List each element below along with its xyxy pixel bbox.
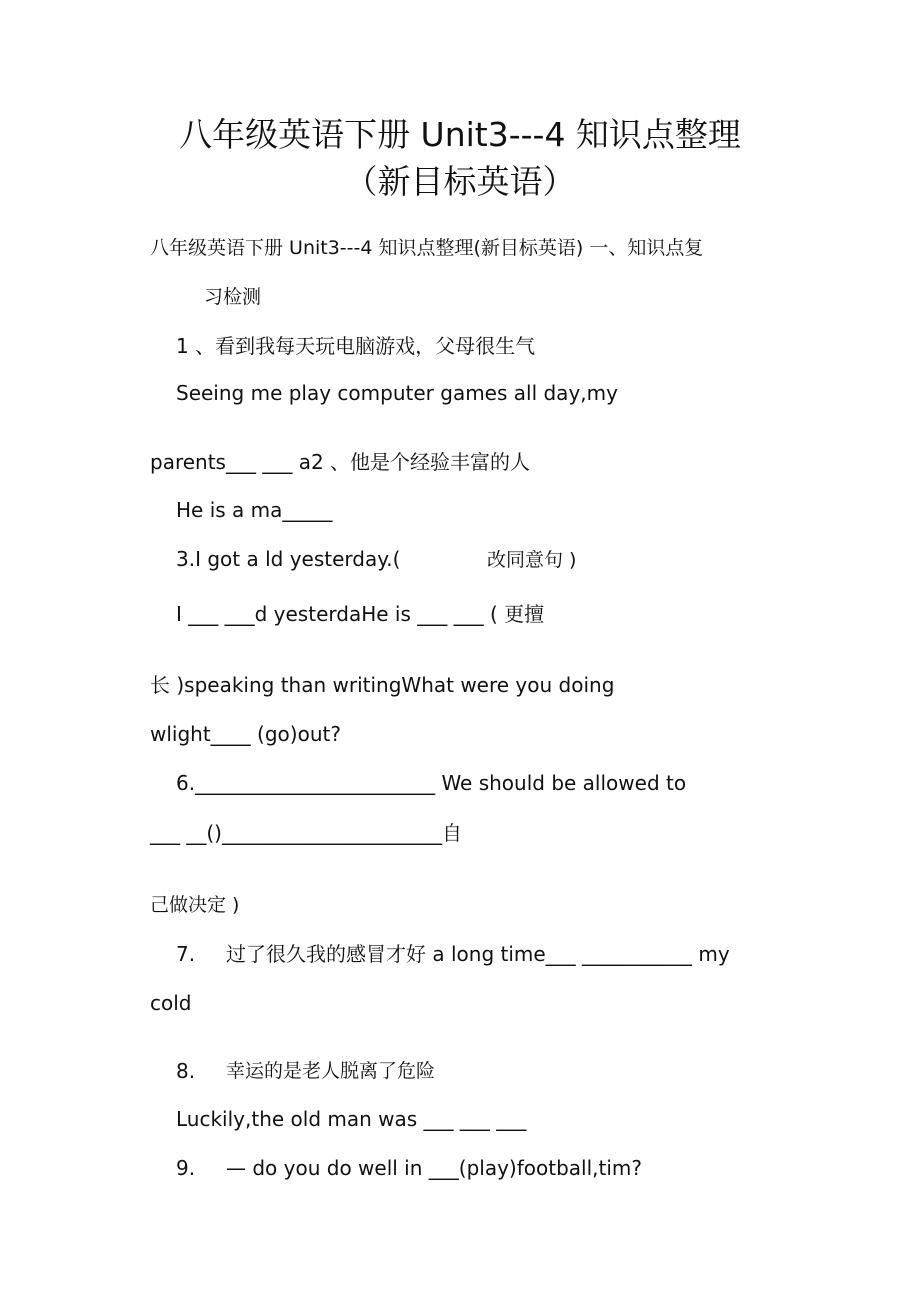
intro-line-cont: 习检测: [204, 286, 262, 308]
item-8-chinese: 幸运的是老人脱离了危险: [226, 1060, 436, 1082]
item-3-4-line: I ___ ___d yesterdaHe is ___ ___ ( 更擅: [176, 602, 545, 626]
title-line-1: 八年级英语下册 Unit3---4 知识点整理: [179, 115, 741, 154]
item-6-blanks: ___ __()______________________自: [150, 821, 462, 845]
item-6-end: 己做决定 ): [150, 894, 240, 916]
item-9-text: — do you do well in ___(play)football,tim?: [226, 1156, 642, 1180]
item-1-chinese: 1 、看到我每天玩电脑游戏，父母很生气: [176, 334, 536, 358]
item-1-english: Seeing me play computer games all day,my: [176, 381, 618, 405]
item-8-number: 8.: [176, 1059, 196, 1083]
item-2-english: He is a ma_____: [176, 498, 333, 522]
intro-line: 八年级英语下册 Unit3---4 知识点整理(新目标英语) 一、知识点复: [150, 237, 704, 259]
item-5-line: wlight____ (go)out?: [150, 722, 341, 746]
item-7-cont: cold: [150, 991, 192, 1015]
item-7-text: 过了很久我的感冒才好 a long time___ ___________ my: [226, 942, 730, 966]
item-9-number: 9.: [176, 1156, 196, 1180]
title-line-2: （新目标英语）: [344, 162, 576, 201]
item-3-instruction: 改同意句 ): [487, 549, 577, 571]
item-1-2-line: parents___ ___ a2 、他是个经验丰富的人: [150, 450, 531, 474]
item-3-sentence: 3.I got a ld yesterday.(: [176, 547, 401, 571]
item-8-english: Luckily,the old man was ___ ___ ___: [176, 1107, 527, 1131]
item-4-5-line: 长 )speaking than writingWhat were you doing: [150, 673, 615, 697]
item-6-line: 6.________________________ We should be allowed to: [176, 771, 687, 795]
item-7-number: 7.: [176, 942, 196, 966]
